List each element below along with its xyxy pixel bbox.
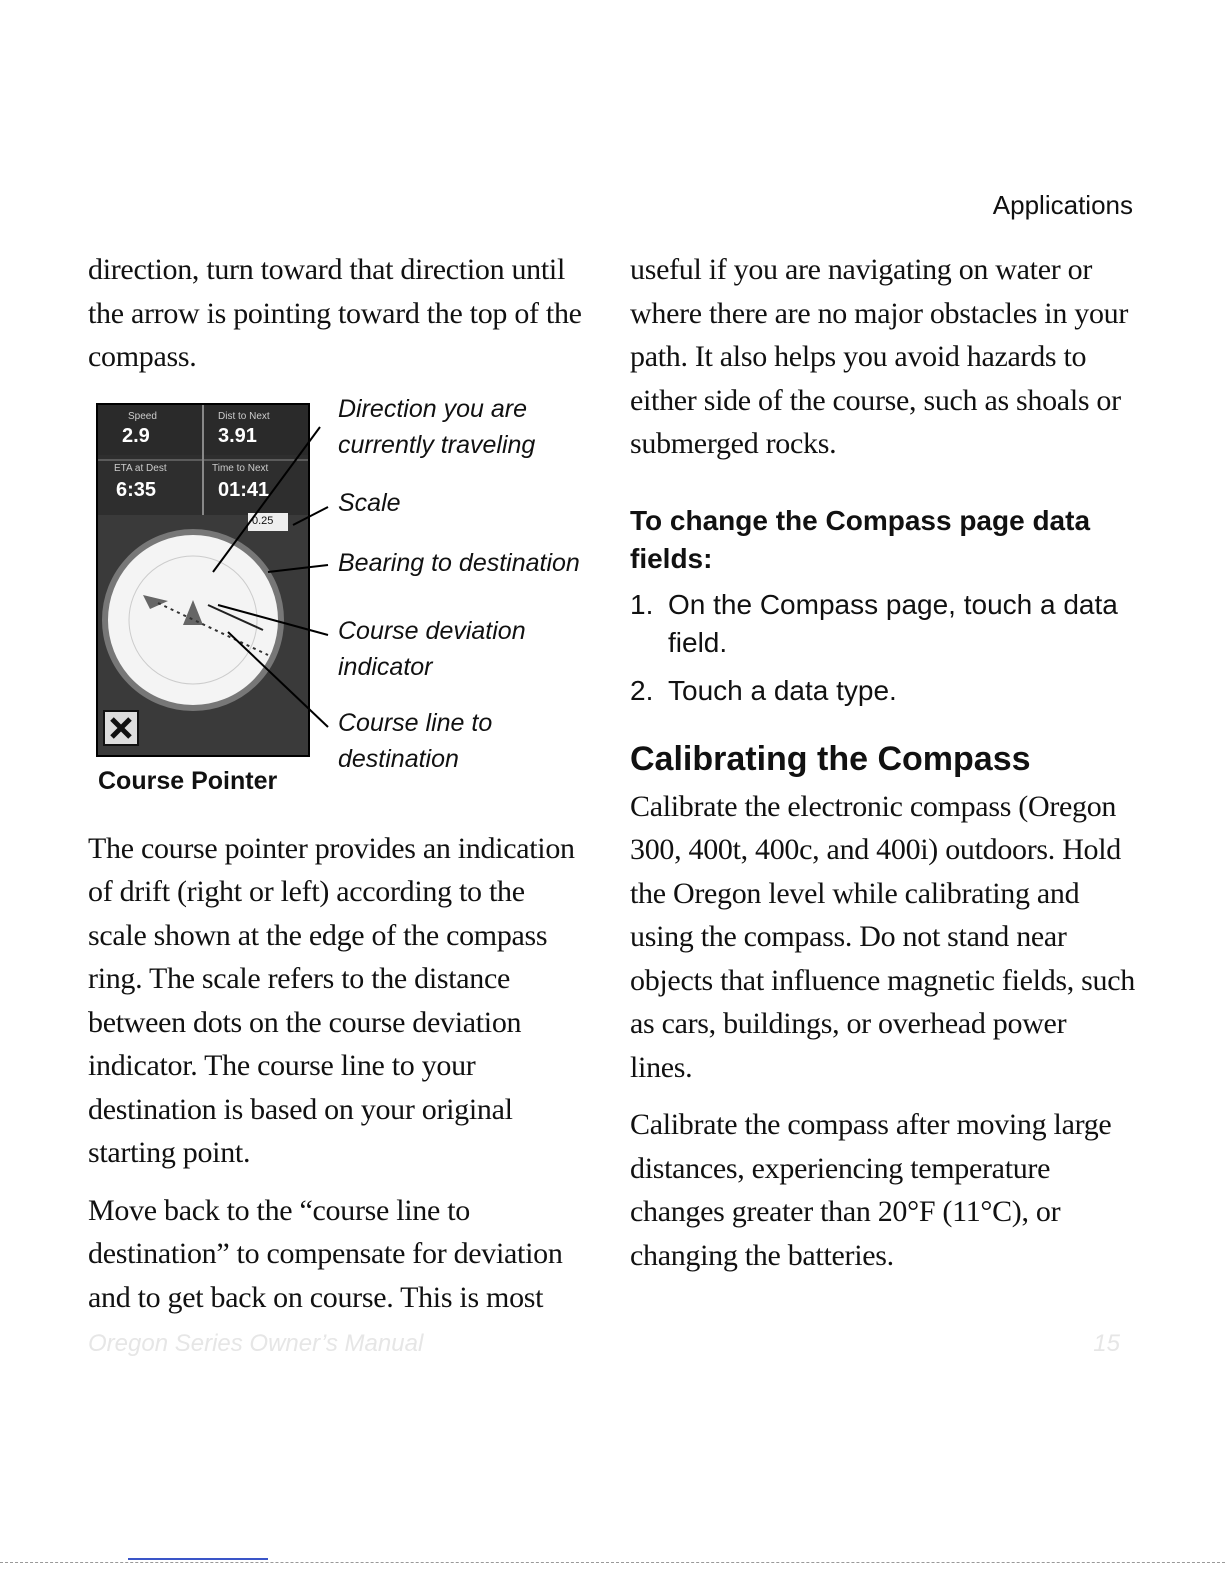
step-1 — [630, 586, 1135, 662]
footer-page-number: 15 — [1093, 1330, 1120, 1357]
section-header: Applications — [992, 190, 1133, 220]
step-number: 2. — [630, 674, 654, 706]
bottom-divider — [0, 1562, 1225, 1563]
scale-value: 0.25 — [252, 514, 274, 527]
callout-leader-lines — [88, 397, 348, 737]
section-heading: Calibrating the Compass — [630, 739, 1031, 778]
paragraph-move-back: Move back to the “course line to destination” to compensate for deviation and to get back on course. This is most — [88, 1193, 563, 1314]
step-2 — [630, 672, 1135, 710]
eta-value: 6:35 — [116, 478, 157, 501]
paragraph-calibrate-after: Calibrate the compass after moving large distances, experiencing temperature changes greater than 20°F (11°C), or changing the batteries. — [630, 1108, 1112, 1272]
speed-value: 2.9 — [122, 424, 150, 447]
callout-course-line: Course line to destination — [338, 708, 493, 773]
time-value: 01:41 — [218, 478, 270, 501]
step-number: 1. — [630, 588, 654, 620]
eta-label: ETA at Dest — [114, 462, 167, 474]
bottom-link-bar — [128, 1558, 268, 1560]
left-column — [88, 248, 588, 1333]
step-text: Touch a data type. — [668, 674, 897, 706]
paragraph-course-pointer: The course pointer provides an indication of drift (right or left) according to the scale shown at the edge of the compass ring. The scale refers to the distance between dots on the course deviation indicator. The course line to your destination is based on your original starting point. — [88, 831, 575, 1169]
footer-manual-title: Oregon Series Owner’s Manual — [88, 1330, 424, 1357]
procedure-heading: To change the Compass page data fields: — [630, 504, 1091, 574]
figure-caption: Course Pointer — [98, 766, 278, 795]
dist-label: Dist to Next — [218, 410, 270, 422]
time-label: Time to Next — [212, 462, 269, 474]
callout-scale: Scale — [338, 488, 401, 517]
speed-label: Speed — [128, 410, 157, 422]
step-text: On the Compass page, touch a data field. — [668, 588, 1118, 658]
callout-bearing: Bearing to destination — [338, 548, 580, 577]
right-column — [630, 248, 1135, 1291]
paragraph-useful: useful if you are navigating on water or where there are no major obstacles in your path. It also helps you avoid hazards to either side of the course, such as shoals or submerged rocks. — [630, 253, 1129, 460]
course-pointer-figure — [88, 394, 588, 817]
callout-direction: Direction you are currently traveling — [338, 394, 536, 459]
dist-value: 3.91 — [218, 424, 257, 447]
callout-deviation: Course deviation indicator — [338, 616, 526, 681]
paragraph-calibrate: Calibrate the electronic compass (Oregon 300, 400t, 400c, and 400i) outdoors. Hold the Oregon level while calibrating and using the compass. Do not stand near objects that influence magnetic fields, such as cars, buildings, or overhead power lines. — [630, 789, 1135, 1084]
paragraph-direction: direction, turn toward that direction until the arrow is pointing toward the top of the compass. — [88, 253, 582, 373]
